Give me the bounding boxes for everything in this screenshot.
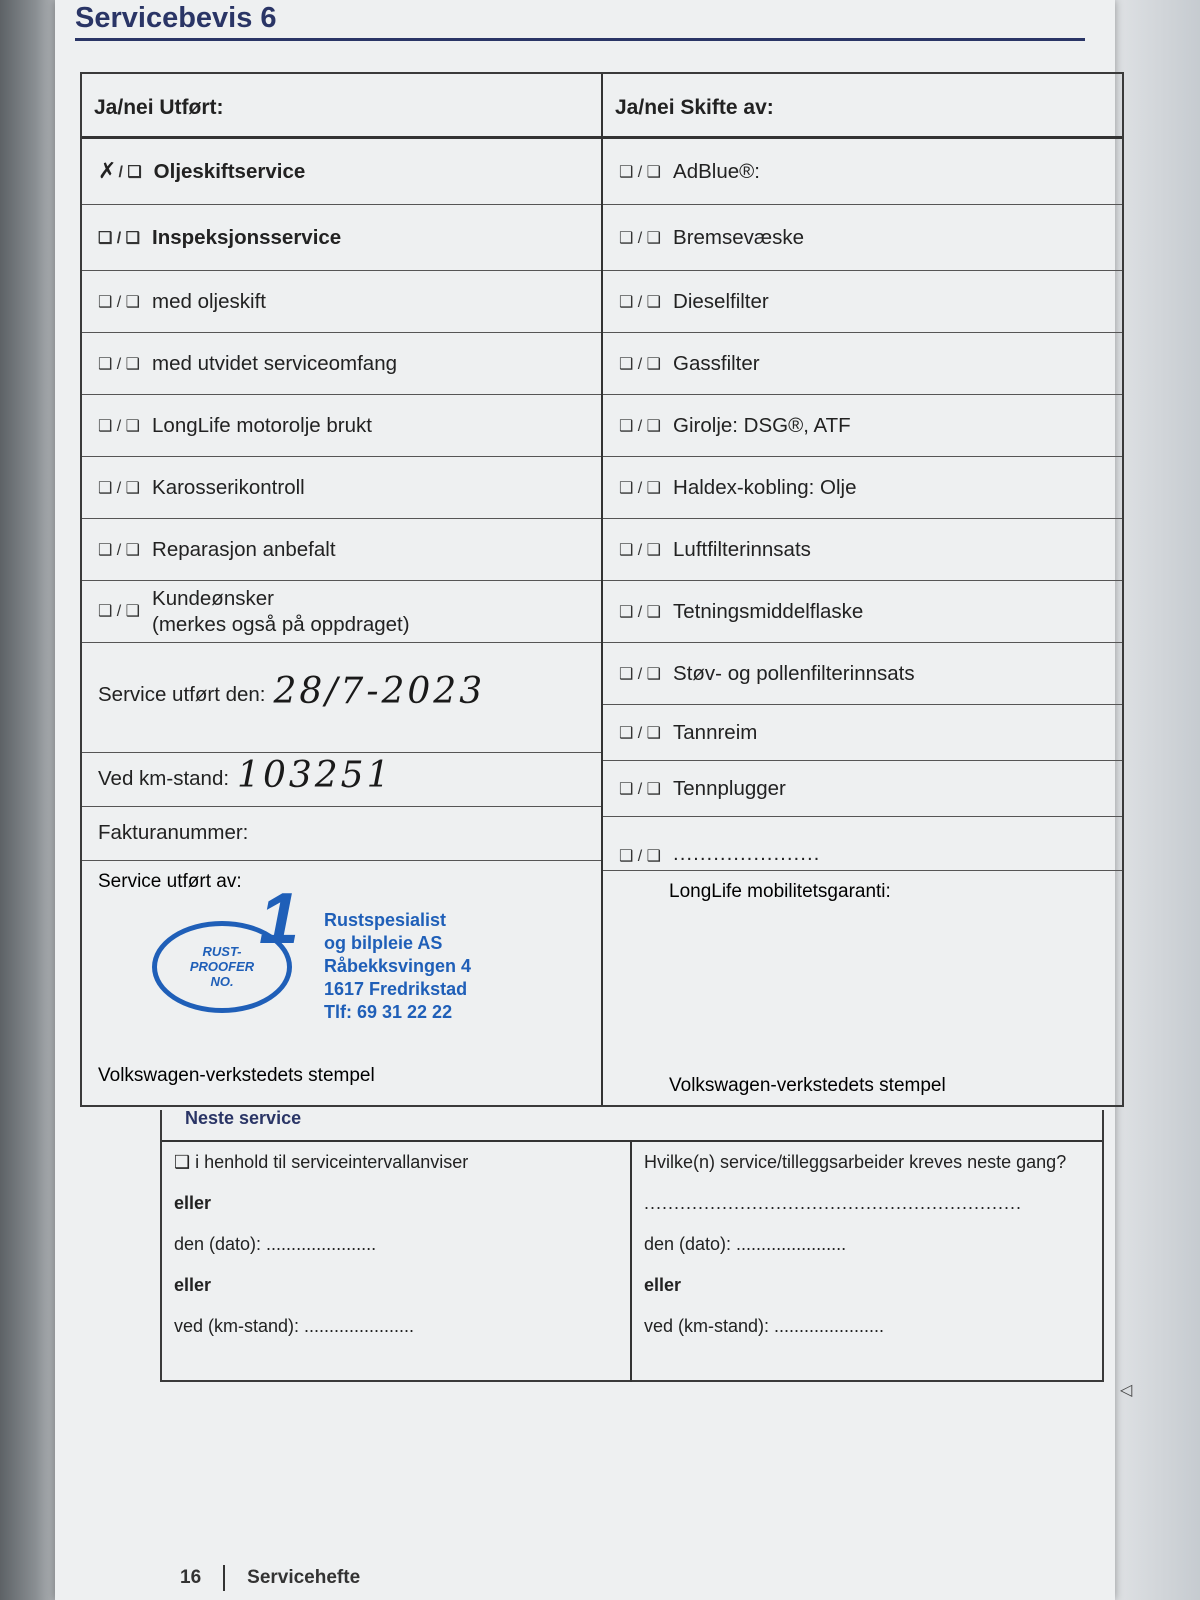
item-label: Luftfilterinnsats bbox=[673, 537, 811, 561]
guarantee-box bbox=[603, 871, 1122, 1105]
checkbox-icon: ❑ bbox=[174, 1152, 196, 1172]
checkbox-pair-icon: ❑ / ❑ bbox=[98, 355, 141, 373]
service-date-value: 28/7-2023 bbox=[273, 671, 486, 712]
item-label: Støv- og pollenfilterinnsats bbox=[673, 661, 915, 685]
next-km-field-right[interactable]: ved (km-stand): ...................... bbox=[644, 1316, 885, 1336]
next-work-question: Hvilke(n) service/tilleggsarbeider kreves neste gang? bbox=[644, 1152, 1067, 1172]
checkbox-pair-icon: ❑ / ❑ bbox=[619, 355, 662, 373]
stamp-line4: 1617 Fredrikstad bbox=[324, 979, 468, 999]
item-label: AdBlue®: bbox=[673, 159, 760, 183]
item-body-check[interactable] bbox=[82, 457, 601, 519]
item-label: Bremsevæske bbox=[673, 225, 805, 249]
item-label-group bbox=[152, 586, 410, 638]
item-gas-filter[interactable] bbox=[603, 333, 1122, 395]
item-label: Tannreim bbox=[673, 720, 758, 744]
checkbox-pair-icon: ❑ / ❑ bbox=[619, 724, 662, 742]
next-km-field[interactable]: ved (km-stand): ...................... bbox=[174, 1316, 415, 1336]
item-label: Girolje: DSG®, ATF bbox=[673, 413, 851, 437]
item-label: Haldex-kobling: Olje bbox=[673, 475, 857, 499]
item-haldex[interactable] bbox=[603, 457, 1122, 519]
item-label: med oljeskift bbox=[152, 289, 266, 313]
item-label: Gassfilter bbox=[673, 351, 760, 375]
item-with-oil-change[interactable] bbox=[82, 271, 601, 333]
item-longlife-oil[interactable] bbox=[82, 395, 601, 457]
service-table bbox=[80, 72, 1124, 1107]
next-date-field-right[interactable]: den (dato): ...................... bbox=[644, 1234, 847, 1254]
item-timing-belt[interactable] bbox=[603, 705, 1122, 761]
header-performed: Ja/nei Utført: bbox=[82, 74, 603, 136]
check-mark-icon: ✗ bbox=[98, 159, 117, 184]
checkbox-pair-icon: ❑ / ❑ bbox=[98, 229, 141, 247]
item-label: Reparasjon anbefalt bbox=[152, 537, 336, 561]
page-number: 16 bbox=[180, 1567, 202, 1589]
item-label-line1: Kundeønsker bbox=[152, 586, 274, 610]
stamp-caption-right: Volkswagen-verkstedets stempel bbox=[669, 1075, 946, 1096]
item-spark-plugs[interactable] bbox=[603, 761, 1122, 817]
performed-by-box bbox=[82, 861, 601, 1095]
checkbox-pair-icon: ❑ / ❑ bbox=[619, 417, 662, 435]
right-column bbox=[603, 139, 1122, 1105]
stamp-line1: Rustspesialist bbox=[324, 910, 447, 930]
header-replaced: Ja/nei Skifte av: bbox=[615, 96, 774, 119]
guarantee-label: LongLife mobilitetsgaranti: bbox=[669, 881, 891, 902]
logo-line3: NO. bbox=[210, 974, 234, 989]
checkbox-pair-icon: ❑ / ❑ bbox=[619, 603, 662, 621]
next-work-dots[interactable]: ............................................................... bbox=[644, 1193, 1023, 1213]
checkbox-pair-icon: ❑ / ❑ bbox=[98, 417, 141, 435]
checkbox-pair-icon: ❑ / ❑ bbox=[619, 293, 662, 311]
item-oil-change[interactable] bbox=[82, 139, 601, 205]
item-adblue[interactable] bbox=[603, 139, 1122, 205]
rustproofer-logo bbox=[152, 878, 299, 1013]
blank-dots: ...................... bbox=[673, 842, 821, 865]
footer-separator bbox=[223, 1565, 225, 1591]
invoice-field[interactable] bbox=[82, 807, 601, 861]
workshop-stamp bbox=[152, 878, 472, 1024]
checkbox-pair-icon: ❑ / ❑ bbox=[619, 848, 662, 865]
page-title: Servicebevis 6 bbox=[75, 2, 277, 34]
or-label-1: eller bbox=[174, 1193, 212, 1213]
checkbox-pair-icon: ❑ / ❑ bbox=[98, 541, 141, 559]
booklet-name: Servicehefte bbox=[247, 1567, 361, 1589]
background-left bbox=[0, 0, 60, 1600]
item-label: Tennplugger bbox=[673, 776, 786, 800]
checkbox-pair-icon: ❑ / ❑ bbox=[619, 163, 662, 181]
checkbox-pair-icon: ❑ / ❑ bbox=[619, 780, 662, 798]
km-field[interactable] bbox=[82, 753, 601, 807]
item-label: Karosserikontroll bbox=[152, 475, 305, 499]
checkbox-pair-icon: ❑ / ❑ bbox=[619, 665, 662, 683]
stamp-line3: Råbekksvingen 4 bbox=[324, 956, 472, 976]
item-air-filter[interactable] bbox=[603, 519, 1122, 581]
service-date-label: Service utført den: bbox=[98, 683, 266, 706]
item-extended-service[interactable] bbox=[82, 333, 601, 395]
service-booklet-page bbox=[55, 0, 1133, 1600]
stamp-line5: Tlf: 69 31 22 22 bbox=[324, 1002, 453, 1022]
next-service-left bbox=[162, 1142, 632, 1382]
item-inspection[interactable] bbox=[82, 205, 601, 271]
item-sealant-bottle[interactable] bbox=[603, 581, 1122, 643]
triangle-marker-icon: ◁ bbox=[1120, 1382, 1133, 1399]
km-label: Ved km-stand: bbox=[98, 767, 230, 790]
checkbox-pair-icon: ❑ / ❑ bbox=[619, 541, 662, 559]
performed-by-label: Service utført av: bbox=[98, 871, 242, 892]
logo-line2: PROOFER bbox=[189, 959, 255, 974]
item-repair-recommended[interactable] bbox=[82, 519, 601, 581]
item-brake-fluid[interactable] bbox=[603, 205, 1122, 271]
next-service-title: Neste service bbox=[185, 1108, 302, 1128]
table-body bbox=[82, 139, 1122, 1105]
next-date-field[interactable]: den (dato): ...................... bbox=[174, 1234, 377, 1254]
invoice-label: Fakturanummer: bbox=[98, 821, 249, 844]
stamp-text bbox=[324, 909, 471, 1024]
km-value: 103251 bbox=[237, 755, 393, 796]
item-gear-oil[interactable] bbox=[603, 395, 1122, 457]
item-label-line2: (merkes også på oppdraget) bbox=[152, 612, 410, 636]
interval-option[interactable] bbox=[174, 1152, 618, 1173]
next-service-body bbox=[162, 1140, 1102, 1382]
checkbox-pair-icon: ❑ / ❑ bbox=[98, 293, 141, 311]
item-label: Inspeksjonsservice bbox=[152, 225, 342, 249]
item-customer-requests[interactable] bbox=[82, 581, 601, 643]
checkbox-pair-icon: / ❑ bbox=[118, 163, 142, 181]
item-diesel-filter[interactable] bbox=[603, 271, 1122, 333]
item-label: Dieselfilter bbox=[673, 289, 769, 313]
left-column bbox=[82, 139, 603, 1105]
interval-label: i henhold til serviceintervallanviser bbox=[195, 1152, 469, 1172]
item-label: med utvidet serviceomfang bbox=[152, 351, 398, 375]
item-label: Oljeskiftservice bbox=[153, 159, 306, 183]
checkbox-pair-icon: ❑ / ❑ bbox=[98, 479, 141, 497]
item-label: Tetningsmiddelflaske bbox=[673, 599, 864, 623]
item-pollen-filter[interactable] bbox=[603, 643, 1122, 705]
stamp-caption: Volkswagen-verkstedets stempel bbox=[98, 1065, 375, 1086]
checkbox-pair-icon: ❑ / ❑ bbox=[619, 229, 662, 247]
stamp-line2: og bilpleie AS bbox=[324, 933, 443, 953]
item-custom-blank[interactable] bbox=[603, 817, 1122, 871]
item-label: LongLife motorolje brukt bbox=[152, 413, 372, 437]
or-label-2: eller bbox=[174, 1275, 212, 1295]
logo-line1: RUST- bbox=[202, 944, 242, 959]
or-label-right: eller bbox=[644, 1275, 682, 1295]
service-date-field[interactable] bbox=[82, 643, 601, 753]
title-rule bbox=[75, 38, 1085, 41]
next-service-table bbox=[160, 1110, 1104, 1382]
next-service-right bbox=[632, 1142, 1102, 1382]
page-footer bbox=[180, 1565, 360, 1591]
checkbox-pair-icon: ❑ / ❑ bbox=[619, 479, 662, 497]
checkbox-pair-icon: ❑ / ❑ bbox=[98, 602, 141, 620]
logo-number: 1 bbox=[258, 878, 299, 959]
table-header bbox=[82, 74, 1122, 139]
